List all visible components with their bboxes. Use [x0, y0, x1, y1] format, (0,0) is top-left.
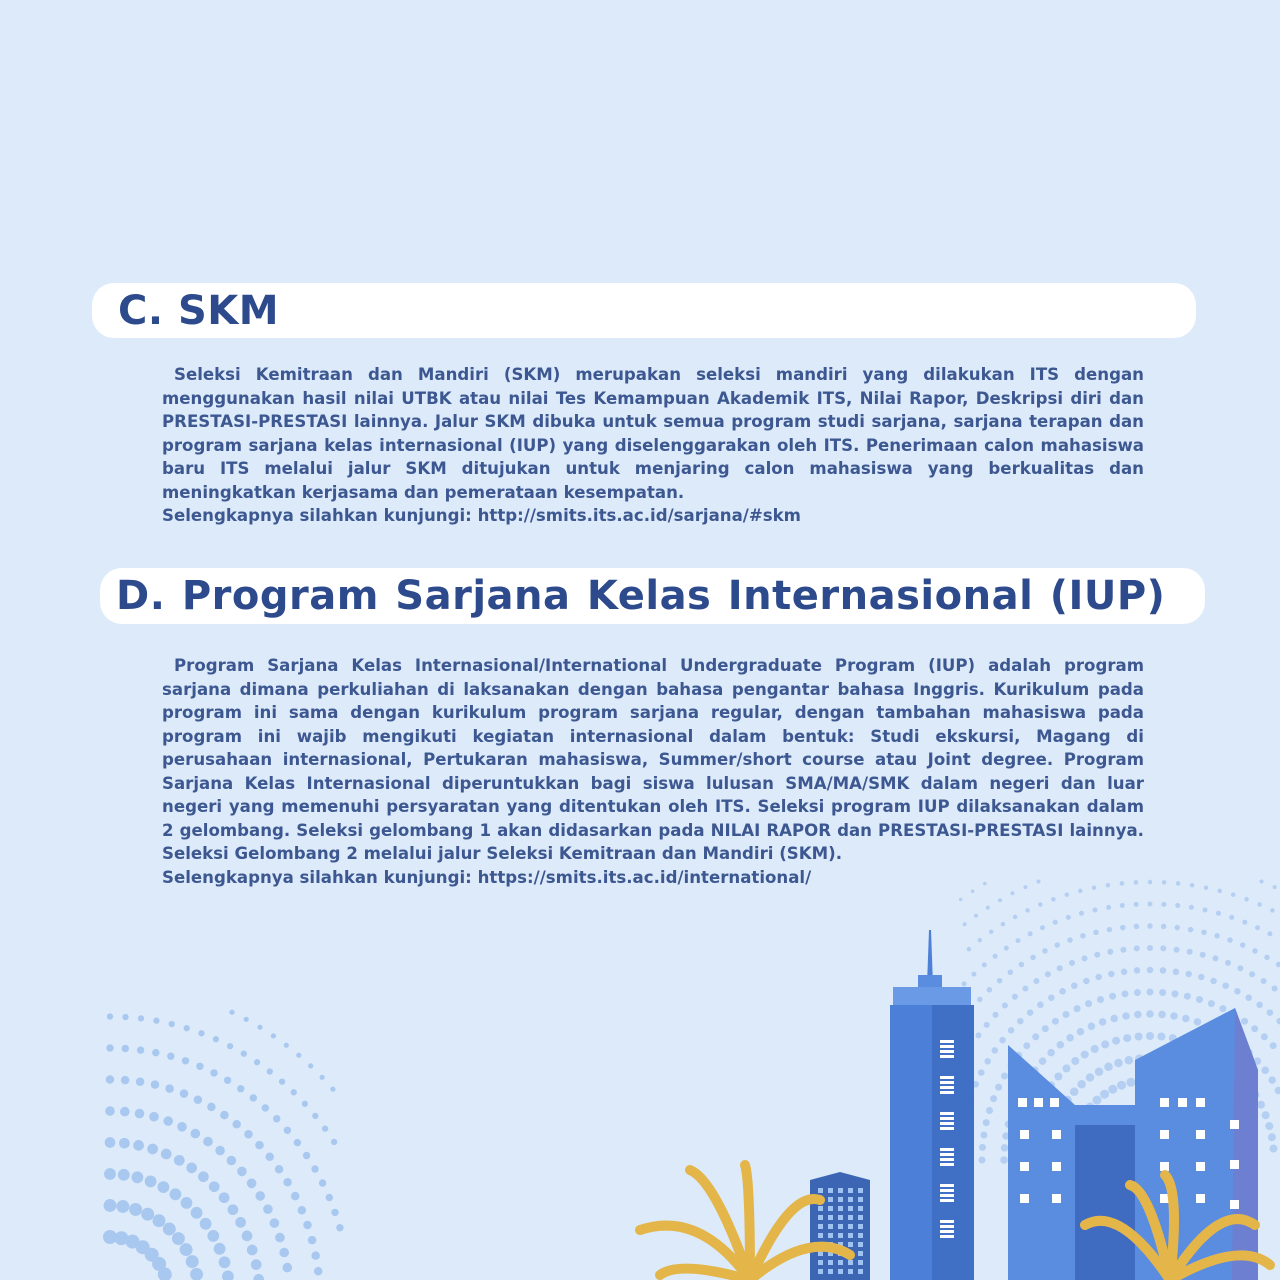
link-text-iup: Selengkapnya silahkan kunjungi: https://smits.its.ac.id/international/ — [162, 867, 812, 887]
section-heading-bar-iup — [100, 568, 1205, 624]
dot-pattern-left — [103, 1010, 344, 1280]
section-body-skm — [162, 363, 1144, 528]
paragraph-skm: Seleksi Kemitraan dan Mandiri (SKM) merupakan seleksi mandiri yang dilakukan ITS dengan menggunakan hasil nilai UTBK atau nilai Tes Kemampuan Akademik ITS, Nilai Rapor, Deskripsi diri dan PRESTASI-PRESTASI lainnya. Jalur SKM dibuka untuk semua program studi sarjana, sarjana terapan dan program sarjana kelas internasional (IUP) yang diselenggarakan oleh ITS. Penerimaan calon mahasiswa baru ITS melalui jalur SKM ditujukan untuk menjaring calon mahasiswa yang berkualitas dan meningkatkan kerjasama dan pemerataan kesempatan. — [162, 365, 1144, 502]
paragraph-iup: Program Sarjana Kelas Internasional/International Undergraduate Program (IUP) adalah program sarjana dimana perkuliahan di laksanakan dengan bahasa pengantar bahasa Inggris. Kurikulum pada program ini sama dengan kurikulum program sarjana regular, dengan tambahan mahasiswa pada program ini wajib mengikuti kegiatan internasional dalam bentuk: Studi ekskursi, Magang di perusahaan internasional, Pertukaran mahasiswa, Summer/short course atau Joint degree. Program Sarjana Kelas Internasional diperuntukkan bagi siswa lulusan SMA/MA/SMK dalam negeri dan luar negeri yang memenuhi persyaratan yang ditentukan oleh ITS. Seleksi program IUP dilaksanakan dalam 2 gelombang. Seleksi gelombang 1 akan didasarkan pada NILAI RAPOR dan PRESTASI-PRESTASI lainnya. Seleksi Gelombang 2 melalui jalur Seleksi Kemitraan dan Mandiri (SKM). — [162, 656, 1144, 863]
section-heading-skm: C. SKM — [118, 287, 280, 334]
section-heading-bar-skm — [92, 283, 1196, 338]
section-heading-iup: D. Program Sarjana Kelas Internasional (IUP) — [116, 573, 1166, 619]
section-body-iup — [162, 654, 1144, 889]
link-text-skm: Selengkapnya silahkan kunjungi: http://smits.its.ac.id/sarjana/#skm — [162, 506, 801, 525]
building-left-icon — [810, 1172, 870, 1280]
tower-icon — [890, 930, 974, 1280]
